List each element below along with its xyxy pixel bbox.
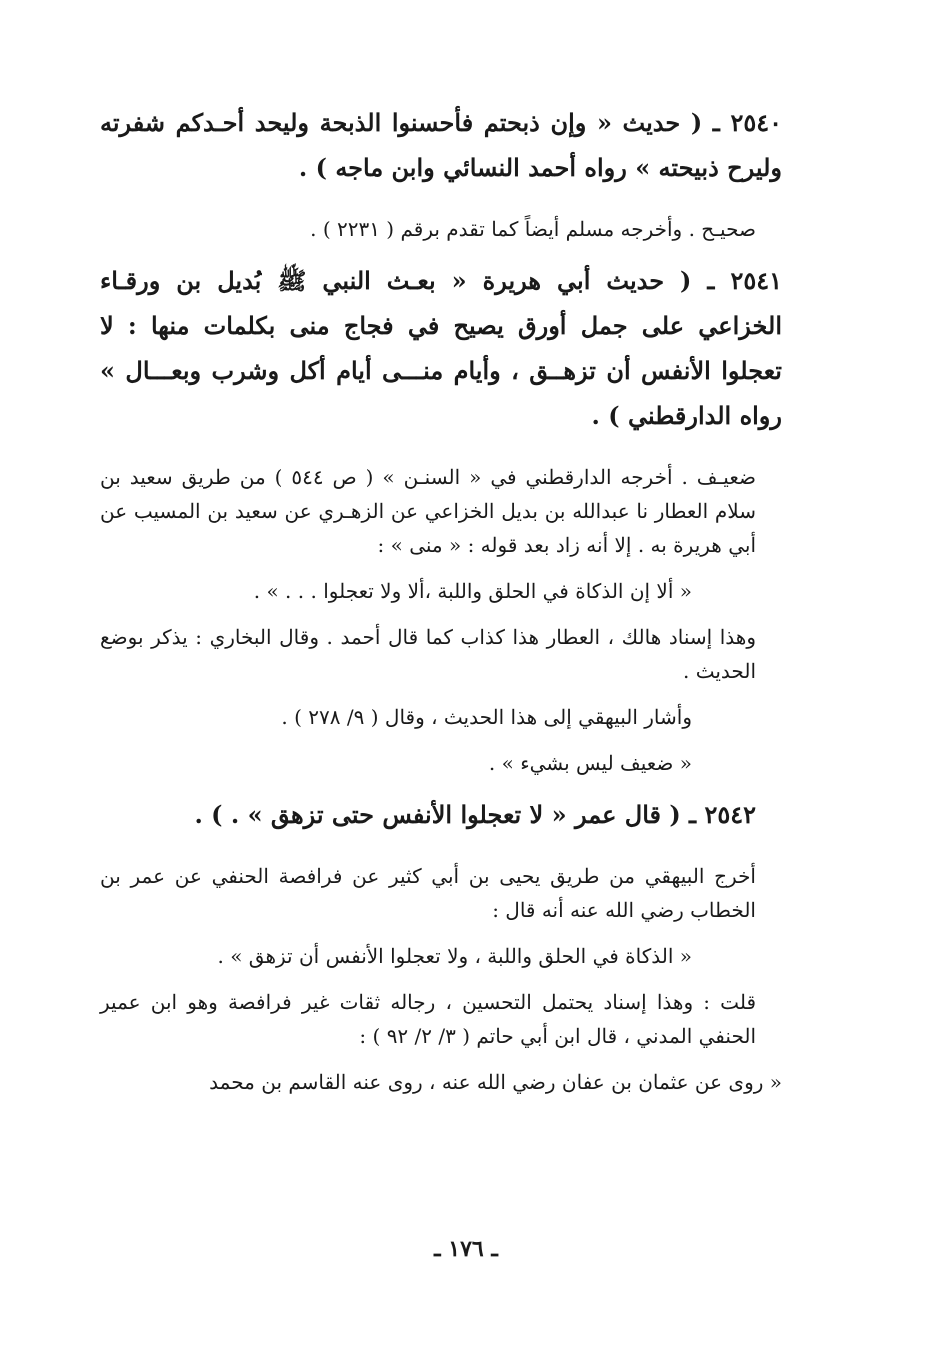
hadith-number: ٢٥٤١ xyxy=(730,266,782,295)
quoted-text: « ضعيف ليس بشيء » . xyxy=(488,751,692,775)
page-number: ـ ١٧٦ ـ xyxy=(434,1236,498,1262)
hadith-2542 xyxy=(100,792,782,837)
commentary-paragraph: وهذا إسناد هالك ، العطار هذا كذاب كما قال أحمد . وقال البخاري : يذكر بوضع الحديث . xyxy=(100,625,756,683)
hadith-text: ـ ( حديث أبي هريرة « بعـث النبي ﷺ بُديل بن ورقـاء الخزاعي على جمل أورق يصيح في فجاج منى بكلمات منها : لا تعجلوا الأنفس أن تزهــق ، وأيام منـــى أيام أكل وشرب وبعـــال » رواه الدارقطني ) . xyxy=(100,266,782,430)
commentary-paragraph: أخرج البيهقي من طريق يحيى بن أبي كثير عن فرافصة الحنفي عن عمر بن الخطاب رضي الله عنه أنه قال : xyxy=(100,864,756,922)
quoted-text: « الذكاة في الحلق واللبة ، ولا تعجلوا الأنفس أن تزهق » . xyxy=(217,944,692,968)
grading-note: صحيـح . وأخرجه مسلم أيضاً كما تقدم برقم ( ٢٢٣١ ) . xyxy=(310,217,756,241)
hadith-text: ـ ( قال عمر « لا تعجلوا الأنفس حتى تزهق » . ) . xyxy=(194,800,705,829)
commentary-paragraph: ضعيـف . أخرجه الدارقطني في « السنـن » ( ص ٥٤٤ ) من طريق سعيد بن سلام العطار نا عبدالله بن بديل الخزاعي عن الزهـري عن سعيد بن المسيب عن أبي هريرة به . إلا أنه زاد بعد قوله : « منى » : xyxy=(100,465,756,557)
hadith-2540 xyxy=(100,100,782,190)
commentary-paragraph: « روى عن عثمان بن عفان رضي الله عنه ، روى عنه القاسم بن محمد xyxy=(209,1070,782,1094)
hadith-number: ٢٥٤٢ xyxy=(704,800,756,829)
quoted-text: « ألا إن الذكاة في الحلق واللبة ،ألا ولا تعجلوا . . . » . xyxy=(253,579,692,603)
hadith-text: ـ ( حديث « وإن ذبحتم فأحسنوا الذبحة وليحد أحـدكم شفرته وليرح ذبيحته » رواه أحمد النسائي وابن ماجه ) . xyxy=(100,108,782,182)
hadith-2541 xyxy=(100,258,782,438)
hadith-number: ٢٥٤٠ xyxy=(730,108,782,137)
document-body xyxy=(100,100,782,1111)
quoted-text: وأشار البيهقي إلى هذا الحديث ، وقال ( ٩/ ٢٧٨ ) . xyxy=(281,705,692,729)
commentary-paragraph: قلت : وهذا إسناد يحتمل التحسين ، رجاله ثقات غير فرافصة وهو ابن عمير الحنفي المدني ، قال ابن أبي حاتم ( ٣/ ٢/ ٩٢ ) : xyxy=(100,990,757,1048)
